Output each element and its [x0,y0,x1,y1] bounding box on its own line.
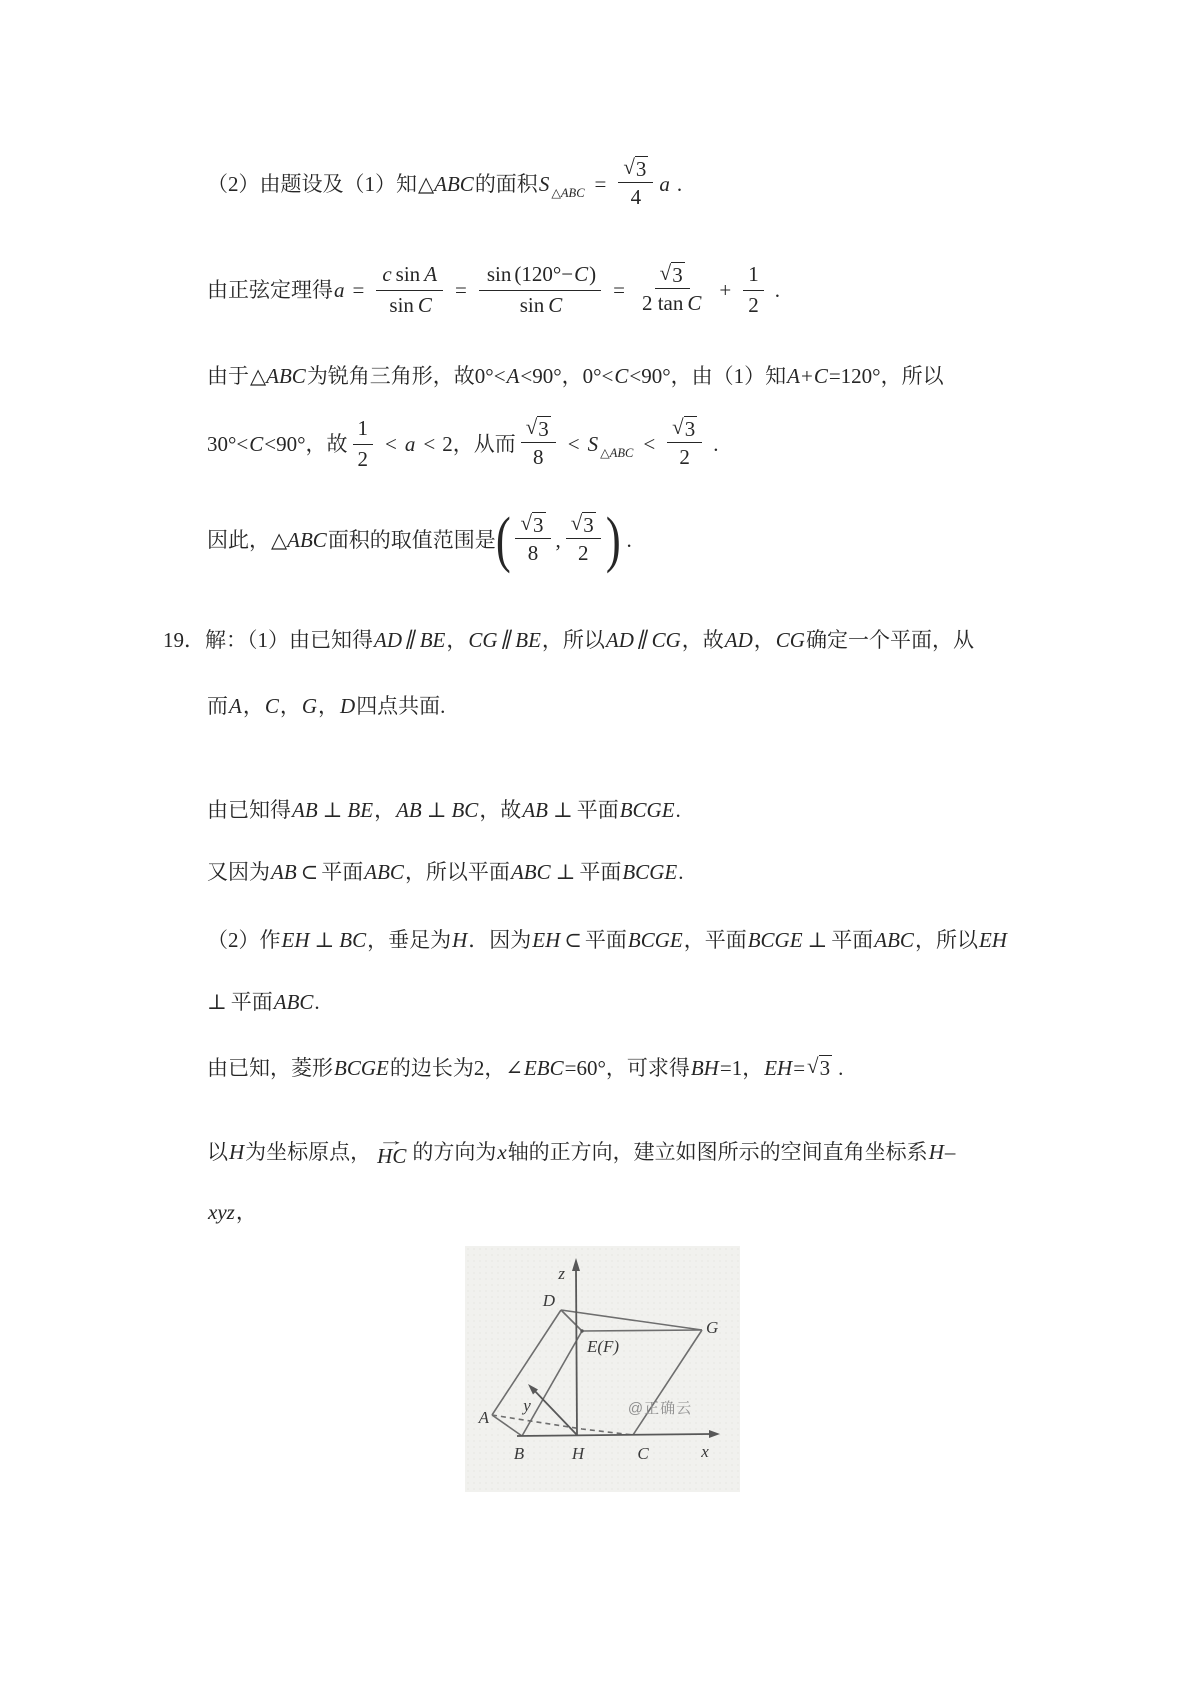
text-run: ， [279,693,301,718]
math-subscript: △ABC [551,185,585,200]
math-num: 2 [442,431,453,456]
math-text: ) [589,262,597,287]
paragraph-p2 [207,244,780,336]
fraction-denominator: 2 [578,541,589,566]
math-var: S [538,171,550,196]
math-var: BE [347,797,374,822]
math-var: AB [396,797,422,822]
fraction [667,416,702,471]
text-run: 平面 [321,859,364,884]
paragraph-p9 [207,854,683,890]
paragraph-p4 [207,400,718,488]
text-run: 30°< [207,431,249,456]
math-op: = [455,277,467,302]
text-run: 由已知，菱形 [207,1055,333,1080]
sqrt: √ 3 [570,511,594,538]
perp-symbol: ⊥ [314,927,335,952]
fraction-denominator: 2 [679,445,690,470]
math-var: C [687,291,702,316]
z-axis [576,1270,577,1435]
math-var: S [587,431,599,456]
text-run: ，所以 [914,927,978,952]
math-var: CG [651,627,681,652]
math-var: EH [281,927,310,952]
text-run: ，故 [479,797,522,822]
paragraph-p11 [207,1044,843,1092]
sqrt: √ 3 [672,415,696,442]
text-run: 以 [207,1139,228,1164]
label-H: H [571,1444,585,1463]
math-op: + [800,363,813,388]
math-var: AD [374,627,402,652]
math-var: AB [522,797,548,822]
math-fn: sin [486,262,512,287]
math-var: BCGE [627,927,683,952]
vector-HC [377,1132,407,1168]
math-op: < [385,431,397,456]
text-run: 四点共面. [356,693,446,718]
text-run: （2）作 [207,927,281,952]
paragraph-p12b [207,1194,257,1230]
math-text: 2 tan [641,291,684,316]
sqrt: √ 3 [520,511,544,538]
fraction-numerator: 1 [353,415,374,444]
perp-symbol: ⊥ [322,797,343,822]
paragraph-p1 [207,142,682,226]
math-var: C [813,363,828,388]
math-var: HC [377,1143,407,1168]
text-run: ， [374,797,396,822]
math-var: x [497,1139,507,1164]
watermark: @正确云 [627,1400,693,1417]
text-run: ．因为 [468,927,532,952]
fraction [479,261,601,319]
label-C: C [637,1444,649,1463]
text-run: 轴的正方向，建立如图所示的空间直角坐标系 [507,1139,928,1164]
text-run: 由正弦定理得 [207,277,333,302]
fraction-numerator: 1 [743,261,764,290]
text-run: ，所以平面 [404,859,510,884]
text-run: 确定一个平面，从 [805,627,974,652]
text-run: =1， [719,1055,764,1080]
math-var: C [249,431,264,456]
text-run: 的方向为 [412,1139,497,1164]
fraction [566,512,601,567]
math-op: = [613,277,625,302]
math-var: △ABC [250,363,306,388]
math-comma: , [555,527,561,552]
paragraph-p8 [207,792,681,828]
parallel-symbol: ∥ [498,627,515,652]
text-run: ，所以 [541,627,605,652]
edge-AB [492,1415,522,1436]
text-run: ， [235,1199,257,1224]
fraction [743,261,764,319]
label-y: y [523,1396,531,1415]
label-x: x [701,1442,709,1461]
edge-BE [522,1331,582,1436]
math-text: (120°− [514,262,574,287]
math-var: EH [764,1055,793,1080]
math-var: xyz [208,1199,235,1224]
math-var: AB [292,797,318,822]
period: . [713,431,719,456]
math-var: C [417,292,432,317]
text-run: <90°，故 [264,431,348,456]
math-var: CG [775,627,805,652]
math-var: BCGE [622,859,678,884]
x-axis [517,1434,711,1436]
math-op: < [567,431,580,456]
math-var: A [506,363,520,388]
math-var: H [928,1139,944,1164]
math-var: C [574,262,589,287]
text-run: 的面积 [474,171,538,196]
figure-container [465,1246,740,1492]
fraction-denominator: 8 [527,541,539,566]
fraction [353,415,374,473]
math-var: a [334,277,345,302]
math-subscript: △ABC [600,445,634,460]
label-A: A [478,1408,489,1427]
math-var: C [548,292,563,317]
text-run: ，平面 [683,927,747,952]
text-run: 平面 [230,989,273,1014]
point-E [580,1329,583,1332]
text-run: ， [242,693,264,718]
paragraph-p6 [163,622,974,658]
math-var: BH [690,1055,719,1080]
perp-symbol: ⊥ [555,859,576,884]
math-var: A [229,693,242,718]
fraction-denominator: 8 [532,445,544,470]
perp-symbol: ⊥ [426,797,447,822]
text-run: <90°，0°< [520,363,614,388]
text-run: 的边长为2，∠ [389,1055,523,1080]
math-var: AD [724,627,753,652]
sqrt: √ 3 [807,1054,831,1081]
math-var: D [340,693,356,718]
math-var: BE [515,627,541,652]
math-var: ABC [874,927,914,952]
math-var: a [404,431,416,456]
math-op: < [423,431,436,456]
sqrt: √ 3 [623,155,647,182]
period: . [675,797,681,822]
text-run: ，从而 [452,431,516,456]
paragraph-p12a [207,1128,955,1176]
text-run: 为坐标原点， [245,1139,372,1164]
label-B: B [513,1444,525,1463]
edge-CG [633,1330,702,1435]
math-var: EBC [523,1055,564,1080]
coordinate-diagram [465,1246,740,1492]
math-var: EH [532,927,561,952]
label-G: G [706,1318,719,1337]
math-var: AD [605,627,634,652]
text-run: <90°，由（1）知 [629,363,787,388]
subset-symbol: ⊂ [564,927,582,952]
paragraph-p10b [207,984,320,1020]
text-run: 面积的取值范围是 [327,527,496,552]
period: . [676,171,683,196]
edge-DG [561,1310,702,1330]
period: . [774,277,780,302]
math-var: ABC [364,859,404,884]
text-run: ，垂足为 [367,927,452,952]
math-var: BCGE [747,927,803,952]
edge-EG [582,1330,702,1331]
math-var: △ABC [418,171,474,196]
text-run: 因此， [207,527,270,552]
parallel-symbol: ∥ [403,627,419,652]
math-var: BE [419,627,446,652]
perp-symbol: ⊥ [807,927,828,952]
math-op: = [352,277,365,302]
z-axis-arrowhead-icon [572,1258,580,1271]
math-var: ABC [510,859,551,884]
fraction [637,262,707,317]
perp-symbol: ⊥ [207,989,227,1014]
text-run: ， [446,627,468,652]
math-fn: sin [519,292,545,317]
paragraph-p10a [207,922,1008,958]
math-fn: sin [395,262,421,287]
math-var: C [264,693,279,718]
paragraph-p3 [207,358,944,394]
math-var: H [452,927,468,952]
math-fn: sin [389,292,414,317]
vector-arrow-icon: → [378,1132,406,1148]
sqrt: √ 3 [659,261,683,288]
label-z: z [558,1264,565,1283]
math-op: = [793,1055,806,1080]
paragraph-p5: 因此， △ABC 面积的取值范围是 ( √ 3 8 , √ 3 2 ) . [207,506,632,574]
text-run: 而 [207,693,228,718]
period: . [838,1055,844,1080]
text-run: ， [753,627,775,652]
math-var: c [382,262,392,287]
parallel-symbol: ∥ [634,627,651,652]
text-run: – [944,1139,956,1164]
fraction-denominator: 4 [630,185,642,210]
math-op: = [594,171,607,196]
text-run: 平面 [579,859,622,884]
x-axis-arrowhead-icon [709,1430,720,1438]
perp-symbol: ⊥ [552,797,573,822]
math-var: C [614,363,629,388]
text-run: 平面 [831,927,874,952]
math-var: AB [271,859,297,884]
math-var: G [301,693,318,718]
math-op: < [643,431,656,456]
text-run: 又因为 [207,859,270,884]
math-op: + [719,277,732,302]
fraction [376,261,443,319]
math-var: EH [978,927,1007,952]
math-var: H [229,1139,245,1164]
math-var: A [787,363,800,388]
math-var: BC [451,797,479,822]
subset-symbol: ⊂ [300,859,319,884]
math-var: △ABC [271,527,327,552]
sqrt: √ 3 [525,415,549,442]
text-run: 由已知得 [207,797,291,822]
math-var: a [659,171,670,196]
label-D: D [542,1291,555,1310]
period: . [626,527,632,552]
text-run: （2）由题设及（1）知 [207,171,417,196]
fraction-denominator: 2 [748,292,759,317]
y-axis [532,1388,577,1435]
text-run: 为锐角三角形，故0°< [306,363,506,388]
fraction [521,416,556,471]
math-var: BC [339,927,367,952]
fraction-denominator: 2 [357,446,369,471]
math-var: ABC [273,989,314,1014]
period: . [314,989,320,1014]
label-EF: E(F) [587,1337,620,1356]
fraction [515,512,550,567]
text-run: 平面 [576,797,619,822]
math-var: CG [468,627,498,652]
text-run: ，故 [681,627,724,652]
text-run: =120°，所以 [828,363,944,388]
text-run: ， [318,693,340,718]
fraction [618,156,653,211]
text-run: 19．解：（1）由已知得 [163,627,373,652]
text-run: 由于 [207,363,249,388]
math-var: A [424,262,438,287]
math-var: BCGE [619,797,675,822]
edge-AC-dashed [492,1415,633,1435]
text-run: 平面 [584,927,627,952]
text-run: =60°，可求得 [564,1055,690,1080]
period: . [678,859,684,884]
paragraph-p7 [207,688,445,724]
math-var: BCGE [334,1055,389,1080]
